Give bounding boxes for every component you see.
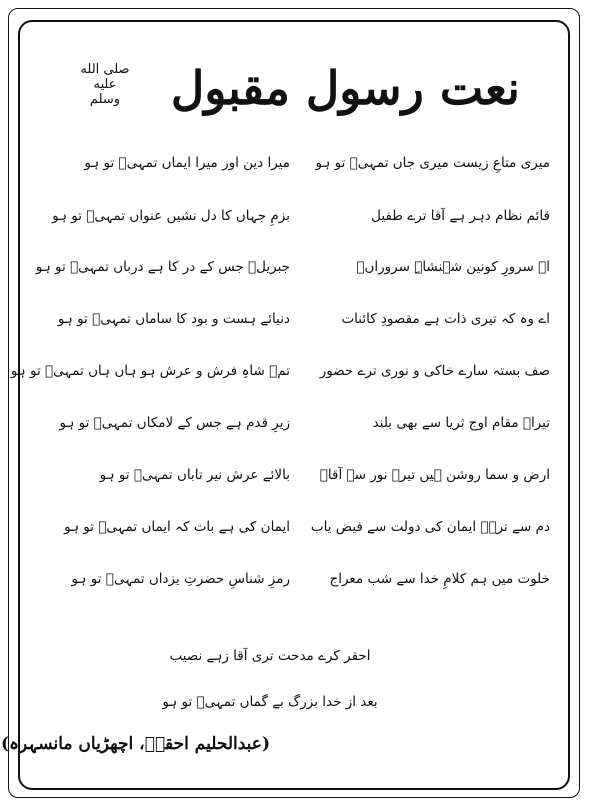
verse-first-hemistich: اے وہ کہ تیری ذات ہے مقصودِ کائنات [341, 311, 550, 327]
verse [40, 516, 550, 540]
page-border-inner [0, 20, 570, 790]
verse-first-hemistich: قائم نظام دہر ہے آقا ترے طفیل [371, 208, 550, 224]
verse [40, 568, 550, 592]
closing-couplet-line: بعد از خدا بزرگ بے گماں تمہیؐ تو ہو [162, 694, 378, 710]
verse-second-hemistich: میرا دین اور میرا ایماں تمہیؐ تو ہو [84, 155, 290, 171]
honorific-line: عليه [93, 77, 117, 92]
verse [40, 412, 550, 436]
honorific-line: وسلم [89, 92, 121, 107]
verse-second-hemistich: جبریلؑ جس کے در کا ہے درباں تمہیؐ تو ہو [35, 259, 290, 275]
author-signature: (عبدالحلیم احقرؔ، اچھڑیاں مانسہرہ) [0, 734, 270, 754]
verse-second-hemistich: زیرِ قدم ہے جس کے لامکاں تمہیؐ تو ہو [59, 415, 290, 431]
verse-second-hemistich: دنیائے ہست و بود کا ساماں تمہیؐ تو ہو [57, 311, 290, 327]
verse-first-hemistich: تیراؐ مقام اوج ثریا سے بھی بلند [372, 415, 550, 431]
verse [10, 360, 550, 384]
verse [40, 205, 550, 229]
verse-first-hemistich: خلوت میں ہم کلامِ خدا سے شب معراج [329, 571, 550, 587]
verse-first-hemistich: ارض و سما روشن ہیں تیرے نور سے آقاؐ [319, 467, 550, 483]
verse-second-hemistich: ایمان کی ہے بات کہ ایماں تمہیؐ تو ہو [64, 519, 290, 535]
verse-first-hemistich: اے سرورِ کونین شہنشاہِ سروراںؐ [356, 259, 550, 275]
verse-first-hemistich: دم سے ترےؐ ایمان کی دولت سے فیض یاب [310, 519, 550, 535]
page-title: نعت رسول مقبول [170, 61, 520, 115]
verse [40, 152, 550, 176]
verse-second-hemistich: تمؐ شاہِ فرش و عرش ہو ہاں ہاں تمہیؐ تو ہو [10, 363, 290, 379]
verse-first-hemistich: صف بستہ سارے خاکی و نوری ترے حضور [319, 363, 550, 379]
verse-first-hemistich: میری متاعِ زیست میری جاں تمہیؐ تو ہو [315, 155, 550, 171]
title-block [70, 58, 520, 128]
honorific-calligraphy [70, 62, 140, 107]
closing-couplet-line: احقر کرے مدحت تری آقا زہے نصیب [169, 648, 371, 664]
verse-second-hemistich: رمزِ شناسِ حضرتِ یزداں تمہیؐ تو ہو [71, 571, 290, 587]
verse-second-hemistich: بزمِ جہاں کا دل نشیں عنواں تمہیؐ تو ہو [52, 208, 290, 224]
verse-second-hemistich: بالائے عرش نیر تاباں تمہیؐ تو ہو [99, 467, 290, 483]
verse [40, 464, 550, 488]
verse [35, 256, 550, 280]
honorific-line: صلى الله [80, 62, 130, 77]
verse [40, 308, 550, 332]
